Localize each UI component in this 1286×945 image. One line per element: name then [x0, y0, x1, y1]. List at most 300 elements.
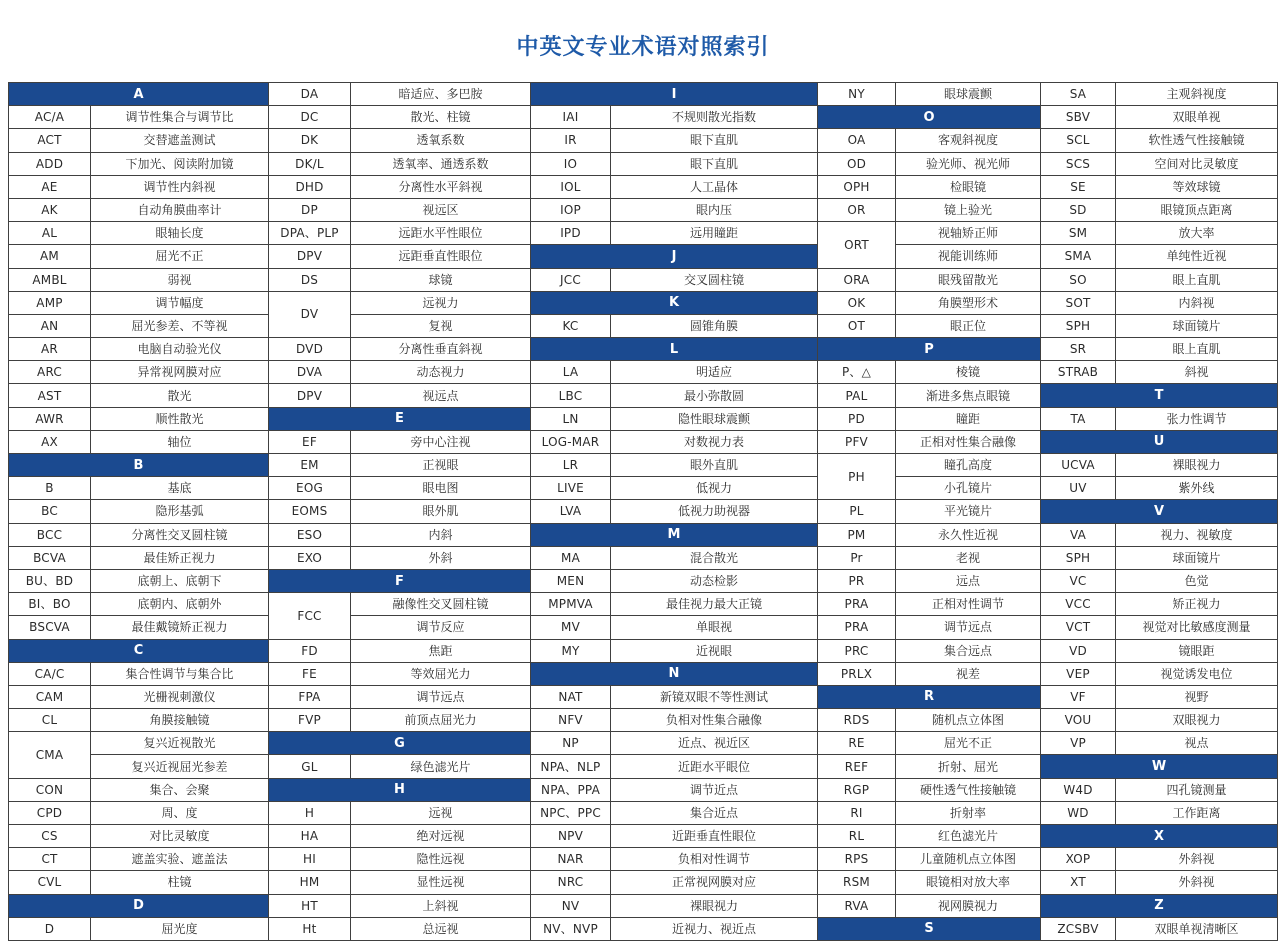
- term-abbr: AN: [9, 314, 91, 337]
- table-row: [1041, 616, 1278, 639]
- table-row: [818, 801, 1041, 824]
- term-abbr: EM: [269, 454, 351, 477]
- term-abbr: RVA: [818, 894, 896, 917]
- term-abbr: BCVA: [9, 546, 91, 569]
- table-row: [9, 917, 269, 940]
- table-row: [531, 430, 818, 453]
- term-chinese: 球镜: [351, 268, 531, 291]
- term-abbr: VF: [1041, 685, 1116, 708]
- letter-header-row: [269, 778, 531, 801]
- table-row: [1041, 917, 1278, 940]
- term-abbr: LR: [531, 454, 611, 477]
- table-row: [1041, 175, 1278, 198]
- letter-header-row: [9, 894, 269, 917]
- term-abbr: PRA: [818, 616, 896, 639]
- letter-header-R: R: [818, 685, 1041, 708]
- table-row: [531, 685, 818, 708]
- term-abbr: AR: [9, 338, 91, 361]
- table-row: [1041, 222, 1278, 245]
- term-chinese: 动态检影: [611, 569, 818, 592]
- table-row: [531, 871, 818, 894]
- term-abbr: AL: [9, 222, 91, 245]
- term-chinese: 远视: [351, 801, 531, 824]
- table-row: [9, 129, 269, 152]
- table-row: [9, 477, 269, 500]
- letter-header-M: M: [531, 523, 818, 546]
- term-chinese: 眼镜顶点距离: [1116, 198, 1278, 221]
- term-abbr: CON: [9, 778, 91, 801]
- term-chinese: 最佳戴镜矫正视力: [91, 616, 269, 639]
- term-abbr: SPH: [1041, 546, 1116, 569]
- table-row: [818, 407, 1041, 430]
- term-abbr: H: [269, 801, 351, 824]
- term-abbr: NV、NVP: [531, 917, 611, 940]
- term-chinese: 电脑自动验光仪: [91, 338, 269, 361]
- table-row: [818, 361, 1041, 384]
- table-row: [818, 83, 1041, 106]
- term-abbr: LN: [531, 407, 611, 430]
- table-row: [1041, 291, 1278, 314]
- term-chinese: 总远视: [351, 917, 531, 940]
- term-abbr: FD: [269, 639, 351, 662]
- term-chinese: 旁中心注视: [351, 430, 531, 453]
- term-abbr: Pr: [818, 546, 896, 569]
- term-chinese: 眼正位: [896, 314, 1041, 337]
- term-abbr: MPMVA: [531, 593, 611, 616]
- letter-header-D: D: [9, 894, 269, 917]
- letter-header-K: K: [531, 291, 818, 314]
- term-chinese: 视远点: [351, 384, 531, 407]
- term-abbr: HM: [269, 871, 351, 894]
- table-row: [818, 129, 1041, 152]
- term-abbr: FPA: [269, 685, 351, 708]
- term-chinese: 分离性水平斜视: [351, 175, 531, 198]
- term-chinese: 底朝上、底朝下: [91, 569, 269, 592]
- table-row: [818, 523, 1041, 546]
- table-row: [531, 222, 818, 245]
- table-row: [818, 662, 1041, 685]
- term-abbr: AC/A: [9, 106, 91, 129]
- term-chinese: 交叉圆柱镜: [611, 268, 818, 291]
- term-chinese: 外斜: [351, 546, 531, 569]
- table-row: [269, 291, 531, 314]
- letter-header-row: [9, 639, 269, 662]
- term-abbr: CS: [9, 825, 91, 848]
- table-row: [1041, 662, 1278, 685]
- term-chinese: 近距垂直性眼位: [611, 825, 818, 848]
- term-abbr: EF: [269, 430, 351, 453]
- term-abbr: SMA: [1041, 245, 1116, 268]
- term-chinese: 对数视力表: [611, 430, 818, 453]
- table-row: [818, 848, 1041, 871]
- term-chinese: 远点: [896, 569, 1041, 592]
- table-row: [818, 500, 1041, 523]
- letter-header-Z: Z: [1041, 894, 1278, 917]
- term-abbr: DK: [269, 129, 351, 152]
- term-abbr: SM: [1041, 222, 1116, 245]
- term-chinese: 软性透气性接触镜: [1116, 129, 1278, 152]
- table-row: [1041, 83, 1278, 106]
- term-abbr: NV: [531, 894, 611, 917]
- term-chinese: 圆锥角膜: [611, 314, 818, 337]
- term-chinese: 角膜塑形术: [896, 291, 1041, 314]
- table-row: [818, 384, 1041, 407]
- term-chinese: 瞳距: [896, 407, 1041, 430]
- term-chinese: 视远区: [351, 198, 531, 221]
- term-abbr: HA: [269, 825, 351, 848]
- column-group-3: [530, 82, 818, 941]
- term-abbr: PL: [818, 500, 896, 523]
- letter-header-row: [9, 83, 269, 106]
- term-chinese: 调节远点: [351, 685, 531, 708]
- term-abbr: DPA、PLP: [269, 222, 351, 245]
- table-row: [9, 384, 269, 407]
- term-chinese: 双眼单视: [1116, 106, 1278, 129]
- term-abbr: FE: [269, 662, 351, 685]
- table-row: [1041, 477, 1278, 500]
- term-abbr: PAL: [818, 384, 896, 407]
- term-abbr: BSCVA: [9, 616, 91, 639]
- table-row: [1041, 801, 1278, 824]
- term-abbr: SA: [1041, 83, 1116, 106]
- table-row: [9, 175, 269, 198]
- table-row: [9, 685, 269, 708]
- term-abbr: DHD: [269, 175, 351, 198]
- term-chinese: 裸眼视力: [1116, 454, 1278, 477]
- term-chinese: 明适应: [611, 361, 818, 384]
- letter-header-L: L: [531, 338, 818, 361]
- term-chinese: 眼外直肌: [611, 454, 818, 477]
- term-abbr: DK/L: [269, 152, 351, 175]
- term-abbr: VOU: [1041, 709, 1116, 732]
- term-abbr: AWR: [9, 407, 91, 430]
- term-chinese: 周、度: [91, 801, 269, 824]
- table-row: [9, 222, 269, 245]
- table-row: [531, 639, 818, 662]
- term-chinese: 复兴近视散光: [91, 732, 269, 755]
- term-chinese: 调节远点: [896, 616, 1041, 639]
- letter-header-S: S: [818, 917, 1041, 940]
- term-abbr: AE: [9, 175, 91, 198]
- term-abbr: OT: [818, 314, 896, 337]
- term-chinese: 正相对性集合融像: [896, 430, 1041, 453]
- table-row: [531, 314, 818, 337]
- table-row: [1041, 546, 1278, 569]
- term-chinese: 折射、屈光: [896, 755, 1041, 778]
- term-chinese: 主观斜视度: [1116, 83, 1278, 106]
- table-row: [9, 407, 269, 430]
- letter-header-T: T: [1041, 384, 1278, 407]
- table-row: [818, 222, 1041, 245]
- term-abbr: NPV: [531, 825, 611, 848]
- term-chinese: 下加光、阅读附加镜: [91, 152, 269, 175]
- term-abbr: SCS: [1041, 152, 1116, 175]
- term-abbr: CPD: [9, 801, 91, 824]
- term-abbr: PM: [818, 523, 896, 546]
- term-chinese: 视网膜视力: [896, 894, 1041, 917]
- table-row: [818, 639, 1041, 662]
- term-chinese: 屈光度: [91, 917, 269, 940]
- table-row: [269, 198, 531, 221]
- table-row: [818, 314, 1041, 337]
- letter-header-row: [531, 662, 818, 685]
- term-abbr: VCC: [1041, 593, 1116, 616]
- term-abbr: FCC: [269, 593, 351, 639]
- term-abbr: NAR: [531, 848, 611, 871]
- term-chinese: 放大率: [1116, 222, 1278, 245]
- letter-header-B: B: [9, 454, 269, 477]
- table-row: [818, 546, 1041, 569]
- term-chinese: 紫外线: [1116, 477, 1278, 500]
- term-chinese: 眼镜相对放大率: [896, 871, 1041, 894]
- term-abbr: XOP: [1041, 848, 1116, 871]
- term-chinese: 低视力助视器: [611, 500, 818, 523]
- term-abbr: SBV: [1041, 106, 1116, 129]
- table-row: [818, 732, 1041, 755]
- table-row: [531, 894, 818, 917]
- letter-header-row: [1041, 825, 1278, 848]
- table-row: [531, 709, 818, 732]
- table-row: [9, 523, 269, 546]
- table-row: [818, 175, 1041, 198]
- table-row: [531, 732, 818, 755]
- letter-header-row: [269, 407, 531, 430]
- term-abbr: PH: [818, 454, 896, 500]
- term-chinese: 交替遮盖测试: [91, 129, 269, 152]
- table-row: [9, 871, 269, 894]
- table-row: [269, 500, 531, 523]
- letter-header-row: [269, 569, 531, 592]
- term-chinese: 低视力: [611, 477, 818, 500]
- letter-header-row: [1041, 755, 1278, 778]
- term-chinese: 上斜视: [351, 894, 531, 917]
- table-row: [1041, 639, 1278, 662]
- letter-header-A: A: [9, 83, 269, 106]
- term-abbr: VA: [1041, 523, 1116, 546]
- term-chinese: 融像性交叉圆柱镜: [351, 593, 531, 616]
- table-row: [1041, 685, 1278, 708]
- term-chinese: 正常视网膜对应: [611, 871, 818, 894]
- term-abbr: DV: [269, 291, 351, 337]
- table-row: [818, 291, 1041, 314]
- table-row: [269, 917, 531, 940]
- table-row: [818, 778, 1041, 801]
- term-chinese: 不规则散光指数: [611, 106, 818, 129]
- table-row: [269, 825, 531, 848]
- term-abbr: LOG-MAR: [531, 430, 611, 453]
- term-chinese: 镜眼距: [1116, 639, 1278, 662]
- term-chinese: 球面镜片: [1116, 314, 1278, 337]
- table-row: [818, 755, 1041, 778]
- table-row: [9, 430, 269, 453]
- term-chinese: 隐形基弧: [91, 500, 269, 523]
- term-abbr: NPC、PPC: [531, 801, 611, 824]
- letter-header-row: [818, 338, 1041, 361]
- term-abbr: MV: [531, 616, 611, 639]
- term-abbr: MY: [531, 639, 611, 662]
- table-row: [269, 83, 531, 106]
- term-abbr: HI: [269, 848, 351, 871]
- table-row: [818, 894, 1041, 917]
- term-abbr: UV: [1041, 477, 1116, 500]
- table-row: [9, 801, 269, 824]
- term-chinese: 客观斜视度: [896, 129, 1041, 152]
- term-chinese: 对比灵敏度: [91, 825, 269, 848]
- table-row: [1041, 454, 1278, 477]
- term-chinese: 集合近点: [611, 801, 818, 824]
- term-abbr: FVP: [269, 709, 351, 732]
- term-chinese: 远用瞳距: [611, 222, 818, 245]
- term-chinese: 视点: [1116, 732, 1278, 755]
- letter-header-row: [1041, 384, 1278, 407]
- term-abbr: UCVA: [1041, 454, 1116, 477]
- term-abbr: STRAB: [1041, 361, 1116, 384]
- term-chinese: 集合性调节与集合比: [91, 662, 269, 685]
- term-chinese: 裸眼视力: [611, 894, 818, 917]
- table-row: [1041, 129, 1278, 152]
- letter-header-J: J: [531, 245, 818, 268]
- table-row: [269, 152, 531, 175]
- column-group-5: [1040, 82, 1278, 941]
- term-chinese: 双眼单视清晰区: [1116, 917, 1278, 940]
- term-chinese: 球面镜片: [1116, 546, 1278, 569]
- term-abbr: RPS: [818, 848, 896, 871]
- term-abbr: KC: [531, 314, 611, 337]
- table-row: [269, 894, 531, 917]
- term-abbr: JCC: [531, 268, 611, 291]
- table-row: [9, 825, 269, 848]
- term-abbr: RSM: [818, 871, 896, 894]
- term-chinese: 集合远点: [896, 639, 1041, 662]
- term-abbr: TA: [1041, 407, 1116, 430]
- table-row: [269, 175, 531, 198]
- term-chinese: 柱镜: [91, 871, 269, 894]
- term-abbr: GL: [269, 755, 351, 778]
- term-chinese: 瞳孔高度: [896, 454, 1041, 477]
- term-chinese: 负相对性调节: [611, 848, 818, 871]
- term-abbr: ZCSBV: [1041, 917, 1116, 940]
- term-chinese: 新镜双眼不等性测试: [611, 685, 818, 708]
- term-chinese: 调节幅度: [91, 291, 269, 314]
- table-row: [269, 546, 531, 569]
- term-chinese: 最佳矫正视力: [91, 546, 269, 569]
- term-abbr: EOG: [269, 477, 351, 500]
- term-chinese: 异常视网膜对应: [91, 361, 269, 384]
- table-row: [531, 546, 818, 569]
- term-chinese: 弱视: [91, 268, 269, 291]
- term-abbr: RL: [818, 825, 896, 848]
- term-abbr: B: [9, 477, 91, 500]
- term-abbr: MA: [531, 546, 611, 569]
- letter-header-row: [531, 338, 818, 361]
- term-abbr: IOL: [531, 175, 611, 198]
- term-abbr: DVA: [269, 361, 351, 384]
- table-row: [9, 338, 269, 361]
- term-abbr: MEN: [531, 569, 611, 592]
- term-chinese: 光栅视刺激仪: [91, 685, 269, 708]
- term-chinese: 老视: [896, 546, 1041, 569]
- term-chinese: 屈光不正: [896, 732, 1041, 755]
- table-row: [9, 268, 269, 291]
- term-abbr: VC: [1041, 569, 1116, 592]
- table-row: [1041, 338, 1278, 361]
- term-chinese: 双眼视力: [1116, 709, 1278, 732]
- table-row: [531, 616, 818, 639]
- table-row: [9, 848, 269, 871]
- term-chinese: 调节反应: [351, 616, 531, 639]
- term-abbr: ADD: [9, 152, 91, 175]
- term-abbr: VCT: [1041, 616, 1116, 639]
- table-row: [9, 662, 269, 685]
- term-chinese: 正相对性调节: [896, 593, 1041, 616]
- table-row: [1041, 593, 1278, 616]
- term-chinese: 角膜接触镜: [91, 709, 269, 732]
- letter-header-row: [818, 685, 1041, 708]
- table-row: [269, 106, 531, 129]
- term-chinese: 调节性内斜视: [91, 175, 269, 198]
- table-row: [531, 593, 818, 616]
- term-chinese: 眼电图: [351, 477, 531, 500]
- table-row: [1041, 732, 1278, 755]
- table-row: [1041, 314, 1278, 337]
- letter-header-row: [531, 523, 818, 546]
- table-row: [818, 825, 1041, 848]
- term-chinese: 集合、会聚: [91, 778, 269, 801]
- term-abbr: OK: [818, 291, 896, 314]
- table-row: [269, 523, 531, 546]
- term-abbr: WD: [1041, 801, 1116, 824]
- term-abbr: VEP: [1041, 662, 1116, 685]
- term-abbr: RE: [818, 732, 896, 755]
- term-abbr: NPA、PPA: [531, 778, 611, 801]
- term-chinese: 眼内压: [611, 198, 818, 221]
- table-row: [531, 407, 818, 430]
- table-row: [269, 384, 531, 407]
- table-row: [9, 106, 269, 129]
- term-chinese: 散光: [91, 384, 269, 407]
- terminology-index-table: [8, 82, 1278, 941]
- term-chinese: 外斜视: [1116, 848, 1278, 871]
- term-chinese: 矫正视力: [1116, 593, 1278, 616]
- term-abbr: ORT: [818, 222, 896, 268]
- term-abbr: NFV: [531, 709, 611, 732]
- table-row: [818, 430, 1041, 453]
- table-row: [1041, 709, 1278, 732]
- table-row: [269, 338, 531, 361]
- table-row: [818, 871, 1041, 894]
- term-abbr: PFV: [818, 430, 896, 453]
- term-abbr: AX: [9, 430, 91, 453]
- table-row: [531, 198, 818, 221]
- letter-header-row: [531, 245, 818, 268]
- letter-header-row: [269, 732, 531, 755]
- table-row: [1041, 106, 1278, 129]
- table-row: [269, 871, 531, 894]
- letter-header-H: H: [269, 778, 531, 801]
- term-abbr: CMA: [9, 732, 91, 778]
- term-abbr: SOT: [1041, 291, 1116, 314]
- table-row: [1041, 848, 1278, 871]
- term-abbr: Ht: [269, 917, 351, 940]
- term-abbr: DC: [269, 106, 351, 129]
- table-row: [9, 732, 269, 755]
- table-row: [1041, 198, 1278, 221]
- term-abbr: DP: [269, 198, 351, 221]
- term-abbr: AMBL: [9, 268, 91, 291]
- term-chinese: 折射率: [896, 801, 1041, 824]
- table-row: [531, 454, 818, 477]
- term-chinese: 随机点立体图: [896, 709, 1041, 732]
